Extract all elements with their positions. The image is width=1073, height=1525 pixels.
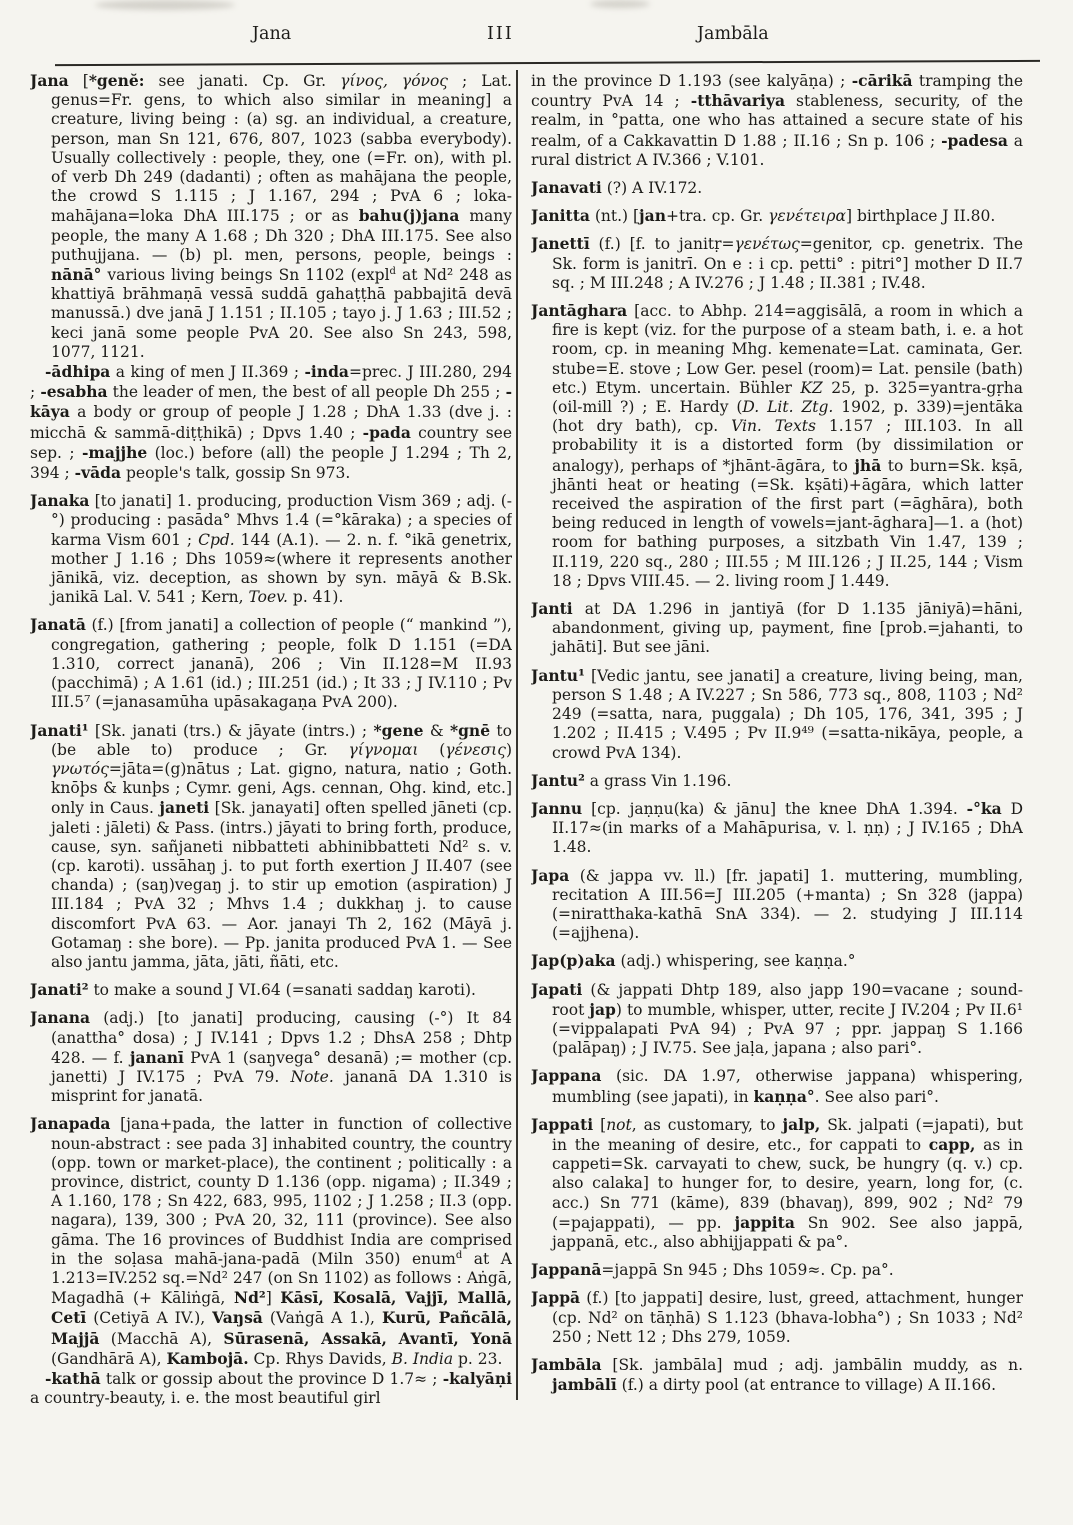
body-text: p. 23. [453, 1349, 503, 1368]
italic-text: Cpd. [198, 530, 235, 549]
bold-text: Jana [30, 71, 69, 90]
entry-janti [531, 599, 1023, 658]
scan-artifact [590, 0, 650, 8]
entry-paragraph [531, 1288, 1023, 1347]
body-text: ( [418, 740, 446, 759]
body-text: =jāta=(g)nātus ; Lat. gigno, natura, natio ; Goth. knōþs & kunþs ; Cymr. geni, Ags. cennan, Ohg. kind, etc.] only in Caus. [51, 759, 512, 818]
entry-janati-1 [30, 721, 512, 973]
bold-text: Sūrasenā, Assakā, Avantī, Yonā [223, 1328, 512, 1348]
entry-paragraph [531, 1115, 1023, 1252]
body-text: a body or group of people J 1.28 ; DhA 1.33 (dve j. : micchā & sammā-diṭṭhikā) ; Dpvs 1.40 ; [30, 403, 512, 442]
entry-janitta [531, 206, 1023, 226]
bold-text: Kāsī, Kosalā, Vajjī, Mallā, Cetī [51, 1288, 512, 1328]
entry-janata [30, 615, 512, 712]
bold-text: Janti [531, 599, 573, 619]
bold-text: Jappā [531, 1288, 581, 1308]
body-text: [Sk. janati (trs.) & jāyate (intrs.) ; [88, 721, 374, 740]
bold-text: -majjhe [82, 442, 148, 462]
body-text: at DA 1.296 in jantiyā (for D 1.135 jāniyā)=hāni, abandonment, giving up, payment, fine [prob.=jahanti, to jahāti]. But see jāni. [552, 600, 1023, 657]
body-text: a rural district A IV.366 ; V.101. [531, 131, 1023, 169]
body-text: [ [68, 72, 89, 90]
entry-paragraph [531, 206, 1023, 226]
italic-text: Vin. Texts [731, 417, 816, 436]
entry-janaka [30, 491, 512, 607]
body-text: ] [265, 1289, 281, 1308]
entry-paragraph [30, 1114, 512, 1369]
body-text: , as customary, to [631, 1115, 783, 1134]
bold-text: Jap(p)aka [531, 951, 616, 971]
header-rule [55, 60, 1040, 66]
body-text: (?) A IV.172. [601, 179, 703, 198]
entry-jappa [531, 1288, 1023, 1347]
body-text: Sk. jalpati (=japati), but in the meaning of desire, etc., for cappati to [552, 1115, 1023, 1154]
body-text: to make a sound J VI.64 (=sanati saddaŋ karoti). [88, 981, 476, 1000]
body-text: (nt.) [ [589, 207, 640, 226]
bold-text: -esabha [40, 382, 108, 402]
body-text: 1902, p. 339)=jentāka (hot dry bath), cp. [552, 398, 1023, 436]
body-text: 144 (A.1). — 2. n. f. °ikā genetrix, mother J 1.16 ; Dhs 1059≈(where it represents another jānikā, viz. deception, as shown by syn. māyā & B.Sk. janikā Lal. V. 541 ; Kern, [51, 530, 512, 607]
bold-text: jambālī [552, 1375, 617, 1395]
scan-artifact [95, 0, 235, 10]
column-divider [516, 70, 518, 1400]
body-text: =prec. J III.280, 294 ; [30, 363, 512, 402]
bold-text: kaṇṇa° [753, 1086, 815, 1106]
bold-text: -kathā [45, 1369, 101, 1388]
body-text: (f.) [from janati] a collection of people (“ mankind ”), congregation, gathering ; people, folk D 1.151 (=DA 1.310, correct jananā), 206 ; Vin II.128=M II.93 (pacchimā) ; A 1.61 (id.) ; III.251 (id.) ; It 33 ; J IV.110 ; Pv III.5⁷ (=janasamūha upāsakagaṇa PvA 200). [51, 616, 512, 712]
bold-text: jalp, [782, 1114, 821, 1134]
bold-text: -tthāvariya [690, 91, 785, 111]
body-text: (adj.) [to janati] producing, causing (-°) It 84 (anattha° dosa) ; J IV.141 ; Dpvs 1.2 ; DhsA 258 ; Dhtp 428. — f. [51, 1009, 512, 1067]
body-text: (Gandhārā A), [51, 1349, 167, 1368]
body-text: (loc.) before (all) the people J 1.294 ; Th 2, 394 ; [30, 443, 512, 483]
entry-janetti [531, 234, 1023, 293]
greek-text: γενέτως [734, 235, 800, 254]
header-left-headword: Jana [252, 24, 292, 44]
bold-text: Jappanā [531, 1260, 602, 1280]
entry-paragraph [531, 666, 1023, 763]
entry-paragraph [531, 771, 1023, 791]
greek-text: γένεσις [445, 740, 506, 759]
entry-paragraph [531, 799, 1023, 858]
bold-text: nānā° [51, 265, 102, 285]
body-text: to (be able to) produce ; Gr. [51, 721, 512, 759]
body-text: talk or gossip about the province D 1.7≈ ; [100, 1370, 443, 1388]
bold-text: Jantu² [531, 770, 585, 790]
body-text: ; Lat. genus=Fr. gens, to which also similar in meaning] a creature, living being : (a) sg. an individual, a creature, person, man Sn 121, 676, 807, 1023 (sabba everybody). Usually collectively : people, they, one (=Fr. on), with pl. of verb Dh 249 (dadanti) ; often as mahājana the people, the crowd S 1.115 ; J 1.167, 294 ; PvA 6 ; loka-mahājana=loka DhA III.175 ; or as [51, 72, 512, 226]
body-text: (& jappa vv. ll.) [fr. japati] 1. muttering, mumbling, recitation A III.56=J III.205 (+manta) ; Sn 328 (jappa) (=niratthaka-kathā SnA 334). — 2. studying J III.114 (=ajjhena). [552, 866, 1023, 943]
body-text: as in cappeti=Sk. carvayati to chew, suck, be hungry (q. v.) cp. also calaka] to hunger for, to desire, yearn, long for, (c. acc.) Sn 771 (kāme), 839 (bhavaŋ), 899, 902 ; Nd² 79 (=pajappati), — pp. [552, 1135, 1023, 1232]
bold-text: Jantāghara [531, 301, 628, 321]
bold-text: Jannu [531, 798, 583, 818]
entry-jana [30, 71, 512, 483]
italic-text: KZ [800, 378, 823, 397]
entry-jappana [531, 1066, 1023, 1106]
body-text: [cp. jaṇṇu(ka) & jānu] the knee DhA 1.394. [582, 799, 967, 818]
entry-paragraph [30, 721, 512, 973]
bold-text: *gene [373, 720, 424, 740]
entry-janana [30, 1008, 512, 1106]
entry-jantu-2 [531, 771, 1023, 791]
bold-text: -ādhipa [45, 362, 111, 382]
superscript-text: d [455, 1249, 463, 1261]
body-text: country see sep. ; [30, 423, 512, 462]
bold-text: *genĕ: [88, 71, 145, 90]
body-text: ) to mumble, whisper, utter, recite J IV.204 ; Pv II.6¹ (=vippalapati PvA 94) ; PvA 97 ; ppr. jappaŋ S 1.166 (palāpaŋ) ; J IV.75. See jaḷa, japana ; also pari°. [552, 1000, 1023, 1058]
bold-text: Kurū, Pañcālā, Majjā [51, 1308, 512, 1348]
bold-text: Jambāla [531, 1354, 602, 1374]
body-text: p. 41). [287, 588, 344, 607]
bold-text: bahu(j)jana [358, 206, 460, 226]
body-text: =genitor, cp. genetrix. The Sk. form is janitrī. On e : i cp. petti° : pitri°] mother D II.7 sq. ; M III.248 ; A IV.276 ; J 1.48 ; II.381 ; IV.48. [552, 235, 1023, 292]
body-text: the leader of men, the best of all people Dh 255 ; [107, 383, 506, 402]
bold-text: *gnē [449, 720, 491, 740]
bold-text: Jappati [531, 1114, 594, 1134]
bold-text: Janana [30, 1008, 91, 1028]
body-text: [Vedic jantu, see janati] a creature, living being, man, person S 1.48 ; A IV.227 ; Sn 586, 773 sq., 808, 1103 ; Nd² 249 (=satta, nara, puggala) ; Dh 105, 176, 341, 395 ; J 1.202 ; II.415 ; V.495 ; Pv II.9⁴⁹ (=satta-nikāya, people, a crowd PvA 134). [552, 666, 1023, 762]
bold-text: -inda [304, 362, 349, 382]
body-text: to burn=Sk. kṣā, jhānti heat or heating (=Sk. kṣāti)+āgāra, which latter received the aspiration of the first part (=āghāra), both being reduced in length of vowels=jant-āghara]—1. a (hot) room for bathing purposes, a sitzbath Vin 1.47, 139 ; II.119, 220 sq., 280 ; III.55 ; M III.126 ; J II.25, 144 ; Vism 18 ; Dpvs VIII.45. — 2. living room J 1.449. [552, 456, 1023, 590]
bold-text: Janati¹ [30, 720, 89, 740]
entry-paragraph [531, 234, 1023, 293]
bold-text: Janatā [30, 615, 86, 635]
italic-text: not [606, 1115, 632, 1134]
body-text: (Macchā A), [99, 1329, 224, 1348]
body-text: stableness, security, of the realm, in °patta, one who has attained a secure state of his realm, of a Cakkavattin D 1.88 ; II.16 ; Sn p. 106 ; [531, 92, 1023, 150]
entry-paragraph [531, 1066, 1023, 1106]
column-left [30, 71, 512, 1491]
entry-janati-2 [30, 980, 512, 1000]
bold-text: Japati [531, 979, 583, 999]
entry-paragraph [531, 178, 1023, 198]
body-text: [jana+pada, the latter in function of collective noun-abstract : see pada 3] inhabited country, the country (opp. town or market-place), the continent ; politically : a province, district, county D 1.136 (opp. nigama) ; II.349 ; A 1.160, 178 ; Sn 422, 683, 995, 1102 ; J 1.258 ; II.3 (opp. nagara), 139, 300 ; PvA 20, 32, 111 (province). See also gāma. The 16 provinces of Buddhist India are comprised in the soḷasa mahā-jana-padā (Miln 350) enum [51, 1115, 512, 1268]
entry-jappana-2 [531, 1260, 1023, 1280]
bold-text: -vāda [74, 463, 122, 483]
bold-text: -kalyāṇi [442, 1369, 512, 1388]
greek-text: γίνος, γόνος [340, 72, 448, 90]
body-text: [to janati] 1. producing, production Vism 369 ; adj. (-°) producing : pasāda° Mhvs 1.4 (=°kāraka) ; a species of karma Vism 601 ; [51, 492, 512, 549]
bold-text: Janaka [30, 491, 90, 511]
page-header [0, 24, 1073, 54]
entry-paragraph [30, 71, 512, 362]
superscript-text: d [389, 265, 396, 277]
body-text: [Sk. janayati] often spelled jāneti (cp. jaleti : jāleti) & Pass. (intrs.) jāyati to bring forth, produce, cause, syn. sañjaneti nibbatteti abhinibbatteti Nd² s. v. (cp. karoti). ussāhaŋ j. to put forth exertion J II.407 (see chanda) ; (saŋ)vegaŋ j. to stir up emotion (aspiration) J III.184 ; PvA 32 ; Mhvs 1.4 ; dukkhaŋ j. to cause discomfort PvA 63. — Aor. janayi Th 2, 162 (Māyā j. Gotamaŋ : she bore). — Pp. janita produced PvA 1. — See also jantu jamma, jāta, jāti, ñāti, etc. [51, 799, 512, 971]
entry-janapada [30, 1114, 512, 1408]
entry-paragraph [30, 1008, 512, 1106]
body-text: (Vaṅgā A 1.), [262, 1309, 382, 1328]
entry-jannu [531, 799, 1023, 858]
italic-text: B. India [391, 1349, 454, 1368]
body-text: a country-beauty, i. e. the most beautiful girl [30, 1389, 381, 1408]
entry-janavati [531, 178, 1023, 198]
entry-paragraph [531, 1260, 1023, 1280]
entry-jantaghara [531, 301, 1023, 591]
body-text: [ [593, 1115, 607, 1134]
body-text: & [423, 721, 450, 740]
body-text: PvA 1 (saŋvega° desanā) ;= mother (cp. janetti) J IV.175 ; PvA 79. [51, 1048, 512, 1086]
entry-paragraph [531, 980, 1023, 1059]
bold-text: capp, [928, 1134, 976, 1154]
bold-text: Janavati [531, 178, 602, 198]
greek-text: γνωτός [51, 759, 109, 778]
bold-text: Janitta [531, 206, 590, 226]
body-text: at Nd² 248 as khattiyā brāhmaṇā vessā suddā gahaṭṭhā pabbajitā devā manussā.) dve janā J 1.151 ; II.105 ; tayo j. J 1.63 ; III.52 ; keci janā some people PvA 20. See also Sn 243, 598, 1077, 1121. [51, 266, 512, 361]
entry-janapada-cont [531, 71, 1023, 170]
entry-jappaka [531, 951, 1023, 971]
body-text: (& jappati Dhtp 189, also japp 190=vacane ; sound-root [552, 980, 1023, 1019]
body-text: people's talk, gossip Sn 973. [121, 464, 351, 483]
bold-text: Kambojā. [166, 1348, 249, 1368]
body-text: ] birthplace J II.80. [845, 207, 996, 226]
bold-text: jhā [854, 455, 882, 475]
entry-paragraph [531, 951, 1023, 971]
body-text: jananā DA 1.310 is misprint for janatā. [51, 1067, 512, 1106]
entry-paragraph [531, 301, 1023, 591]
italic-text: D. Lit. Ztg. [742, 398, 834, 417]
body-text: in the province D 1.193 (see kalyāṇa) ; [531, 72, 852, 90]
body-text: 25, p. 325=yantra-gṛha (oil-mill ?) ; E. Hardy ( [552, 378, 1023, 417]
body-text: (sic. DA 1.97, otherwise jappana) whispering, mumbling (see japati), in [552, 1067, 1023, 1106]
bold-text: -°ka [966, 798, 1002, 818]
bold-text: Janapada [30, 1114, 111, 1134]
bold-text: jananī [129, 1047, 184, 1067]
bold-text: Janati² [30, 980, 89, 1000]
greek-text: γενέτειρα [768, 207, 846, 226]
header-right-headword: Jambāla [697, 24, 769, 44]
bold-text: Jappana [531, 1066, 602, 1086]
body-text: (Cetiyā A IV.), [86, 1309, 213, 1328]
bold-text: -cārikā [851, 71, 913, 90]
entry-paragraph [30, 980, 512, 1000]
entry-japa [531, 866, 1023, 944]
entry-jantu-1 [531, 666, 1023, 763]
entry-paragraph [531, 599, 1023, 658]
entry-paragraph [531, 866, 1023, 944]
bold-text: jappita [734, 1212, 795, 1232]
body-text: =jappā Sn 945 ; Dhs 1059≈. Cp. pa°. [601, 1261, 894, 1280]
body-text: various living beings Sn 1102 (expl [101, 266, 390, 285]
body-text: . See also pari°. [814, 1087, 939, 1106]
entry-paragraph [531, 1355, 1023, 1395]
body-text: tramping the country PvA 14 ; [531, 72, 1023, 111]
bold-text: Janettī [531, 234, 590, 254]
body-text: Sn 902. See also jappā, jappanā, etc., also abhijjappati & pa°. [552, 1213, 1023, 1251]
bold-text: janeti [159, 798, 210, 818]
page-number: III [487, 24, 514, 44]
entry-jambala [531, 1355, 1023, 1395]
body-text: +tra. cp. Gr. [665, 207, 769, 226]
bold-text: Japa [531, 865, 570, 885]
entry-jappati [531, 1115, 1023, 1252]
bold-text: Nd² [233, 1288, 266, 1308]
italic-text: Toev. [248, 588, 288, 607]
bold-text: jan [639, 206, 666, 226]
bold-text: -padesa [941, 130, 1008, 150]
entry-paragraph [30, 615, 512, 712]
entry-paragraph [531, 71, 1023, 170]
bold-text: jap [589, 999, 616, 1019]
bold-text: Vaŋsā [212, 1308, 263, 1328]
body-text: [acc. to Abhp. 214=aggisālā, a room in which a fire is kept (viz. for the purpose of a steam bath, i. e. a hot room, cp. in meaning Mhg. kemenate=Lat. caminata, Ger. stube=E. stove ; Low Ger. pesel (room)= Lat. pensile (bath) etc.) Etym. uncertain. Bühler [552, 302, 1023, 397]
body-text: Cp. Rhys Davids, [248, 1349, 392, 1368]
bold-text: -kāya [30, 382, 512, 422]
bold-text: Jantu¹ [531, 665, 585, 685]
body-text: a king of men J II.369 ; [110, 363, 305, 382]
compound-paragraph [30, 1369, 512, 1408]
body-text: (adj.) whispering, see kaṇṇa.° [615, 952, 856, 971]
entry-japati [531, 980, 1023, 1059]
body-text: at A 1.213=IV.252 sq.=Nd² 247 (on Sn 1102) as follows : Aṅgā, Magadhā (+ Kāliṅgā, [51, 1249, 512, 1308]
body-text: (f.) a dirty pool (at entrance to village) A II.166. [616, 1376, 997, 1395]
column-right [531, 71, 1023, 1491]
compound-paragraph [30, 362, 512, 483]
entry-paragraph [30, 491, 512, 607]
body-text: D II.17≈(in marks of a Mahāpurisa, v. l. ṇṇ) ; J IV.165 ; DhA 1.48. [552, 799, 1023, 857]
greek-text: γίγνομαι [348, 740, 419, 759]
body-text: see janati. Cp. Gr. [144, 72, 341, 90]
bold-text: -pada [362, 422, 411, 442]
body-text: 1.157 ; III.103. In all probability it is a distorted form (by dissimilation or analogy), perhaps of *jhānt-āgāra, to [552, 417, 1023, 475]
body-text: a grass Vin 1.196. [584, 771, 732, 790]
body-text: many people, the many A 1.68 ; Dh 320 ; DhA III.175. See also puthujjana. — (b) pl. men, persons, people, beings : [51, 207, 512, 264]
body-text: (f.) [to jappati] desire, lust, greed, attachment, hunger (cp. Nd² on tāṇhā) S 1.123 (bhava-lobha°) ; Sn 1033 ; Nd² 250 ; Nett 12 ; Dhs 279, 1059. [552, 1289, 1023, 1346]
body-text: [Sk. jambāla] mud ; adj. jambālin muddy, as n. [601, 1355, 1023, 1374]
body-text: (f.) [f. to janitṛ= [589, 235, 735, 254]
body-text: ) [505, 740, 512, 759]
italic-text: Note. [290, 1067, 334, 1086]
